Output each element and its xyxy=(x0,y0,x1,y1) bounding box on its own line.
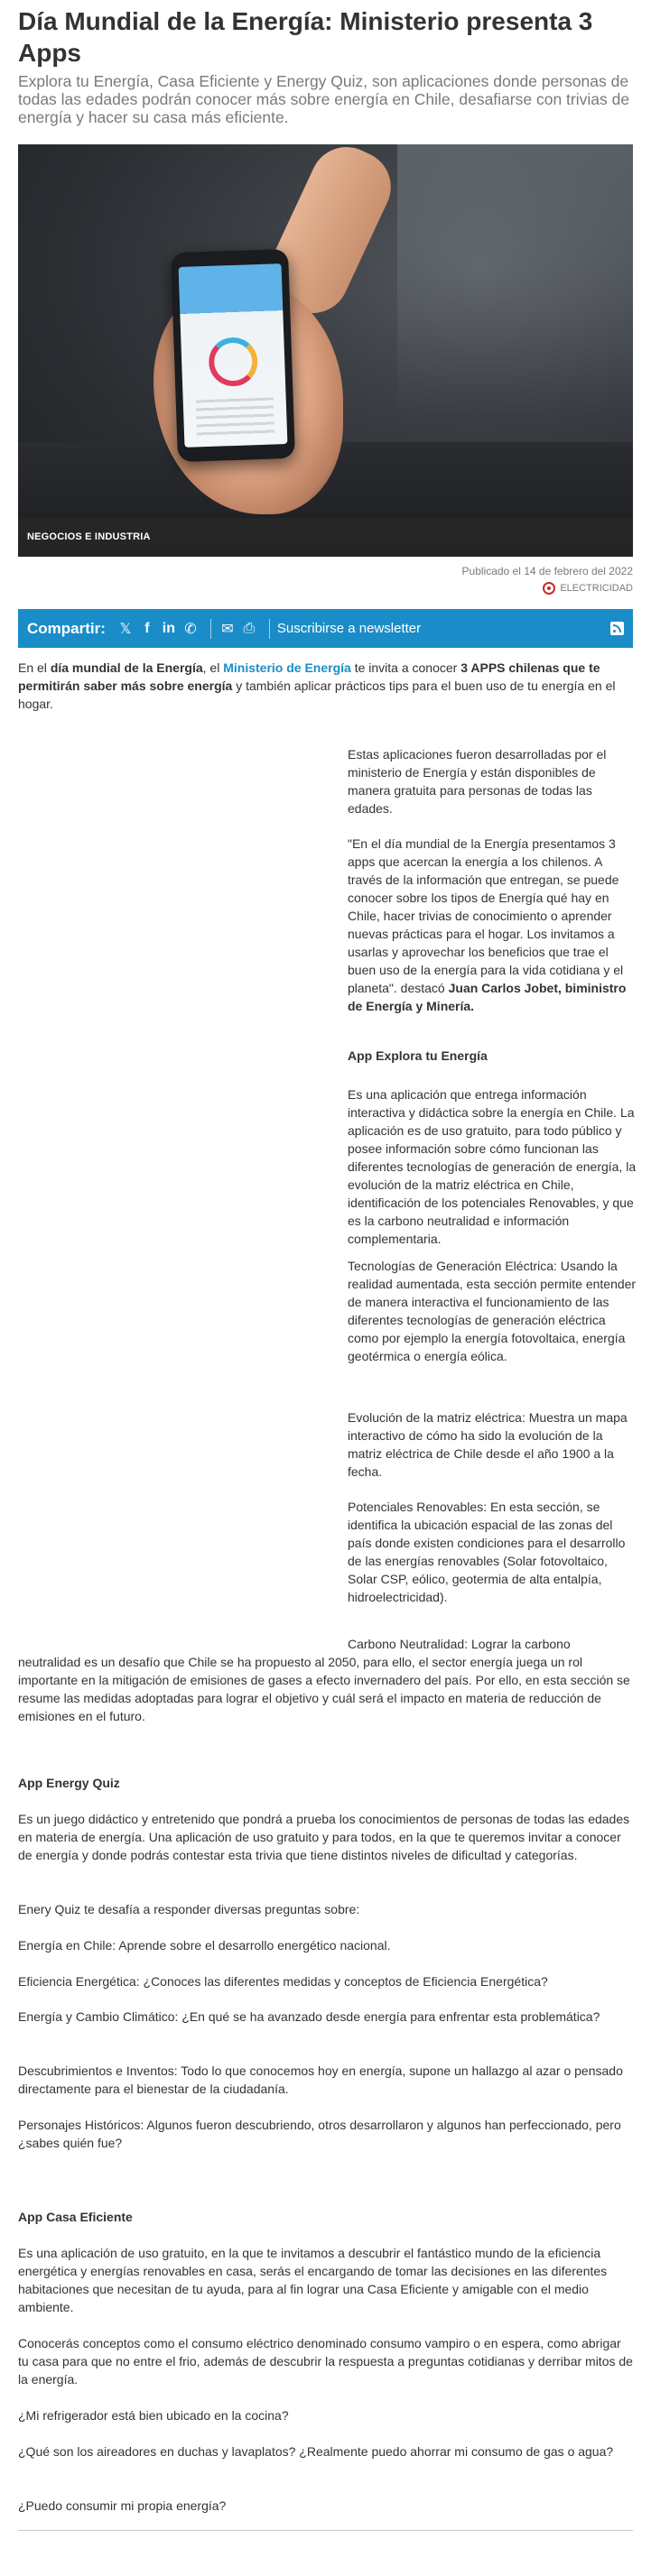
hero-category-caption[interactable]: NEGOCIOS E INDUSTRIA xyxy=(18,518,633,557)
evolucion-paragraph: Evolución de la matriz eléctrica: Muestra un mapa interactivo de cómo ha sido la evolución de la matriz eléctrica de Chile desde el año 1900 a la fecha. xyxy=(348,1410,628,1479)
intro-bold: día mundial de la Energía xyxy=(50,660,203,675)
intro-text: te invita a conocer xyxy=(350,660,461,675)
explora-description: Es una aplicación que entrega información interactiva y didáctica sobre la energía en Chile. La aplicación es de uso gratuito, para todo público y posee información sobre cómo funcionan las diferentes tecnologías de generación de energía, la evolución de la matriz eléctrica en Chile, identificación de los potenciales Renovables, y que es la carbono neutralidad e información complementaria. xyxy=(348,1087,637,1246)
share-label: Compartir: xyxy=(27,619,106,637)
publish-date: Publicado el 14 de febrero del 2022 xyxy=(461,565,633,577)
share-divider xyxy=(269,619,270,639)
intro-bold: 3 APPS chilenas que te permitirán saber más sobre energía xyxy=(18,660,600,693)
hero-background-light xyxy=(397,144,633,415)
quiz-paragraph: Eficiencia Energética: ¿Conoces las diferentes medidas y conceptos de Eficiencia Energética? xyxy=(18,1974,548,1989)
quiz-paragraph: Es un juego didáctico y entretenido que pondrá a prueba los conocimientos de personas de todas las edades en materia de energía. Una aplicación de uso gratuito y para todos, en la que te queremos invitar a conocer de energía y donde podrás contestar esta trivia que tiene distintos niveles de dificultad y categorías. xyxy=(18,1812,630,1862)
hero-image xyxy=(18,144,633,557)
quiz-paragraph: Personajes Históricos: Algunos fueron descubriendo, otros desarrollaron y algunos han perfeccionado, pero ¿sabes quién fue? xyxy=(18,2118,621,2150)
quiz-paragraph: Energía y Cambio Climático: ¿En qué se ha avanzado desde energía para enfrentar esta problemática? xyxy=(18,2009,600,2024)
rss-icon[interactable] xyxy=(610,622,624,635)
twitter-icon[interactable]: 𝕏 xyxy=(119,621,132,637)
carbono-paragraph: neutralidad es un desafío que Chile se ha propuesto al 2050, para ello, el sector energía juega un rol importante en la mitigación de emisiones de gases a efecto invernadero del país. Por ello, en esta sección se resume las medidas adoptadas para lograr el objetivo y cuál será el impacto en materia de reducción de emisiones en el futuro. xyxy=(18,1655,630,1723)
category-label: ELECTRICIDAD xyxy=(560,583,633,594)
quote-author: Juan Carlos Jobet, biministro de Energía y Minería. xyxy=(348,981,627,1013)
article-subtitle: Explora tu Energía, Casa Eficiente y Energy Quiz, son aplicaciones donde personas de todas las edades podrán conocer más sobre energía en Chile, desafiarse con trivias de energía y hacer su casa más eficiente. xyxy=(18,72,630,126)
quiz-paragraph: Energía en Chile: Aprende sobre el desarrollo energético nacional. xyxy=(18,1938,391,1953)
intro-paragraph xyxy=(18,659,633,713)
print-icon[interactable]: ⎙ xyxy=(243,620,256,636)
category-tag[interactable] xyxy=(543,582,633,595)
carbono-lead: Carbono Neutralidad: Lograr la carbono xyxy=(348,1637,571,1651)
quiz-paragraph: Enery Quiz te desafía a responder diversas preguntas sobre: xyxy=(18,1902,360,1916)
donut-chart-icon xyxy=(208,337,258,387)
minister-quote xyxy=(348,835,637,1015)
quiz-heading: App Energy Quiz xyxy=(18,1776,120,1790)
explora-heading: App Explora tu Energía xyxy=(348,1048,488,1063)
page-title: Día Mundial de la Energía: Ministerio presenta 3 Apps xyxy=(18,7,593,67)
phone-screen xyxy=(179,263,288,448)
footer-divider xyxy=(18,2530,633,2531)
intro-text: , el xyxy=(202,660,224,675)
casa-heading: App Casa Eficiente xyxy=(18,2210,133,2224)
casa-paragraph: Conocerás conceptos como el consumo eléctrico denominado consumo vampiro o en espera, como abrigar tu casa para que no entre el frio, además de descubrir la respuesta a preguntas cotidianas y derribar mitos de la energía. xyxy=(18,2336,633,2387)
casa-paragraph: ¿Puedo consumir mi propia energía? xyxy=(18,2498,227,2513)
column-paragraph: Estas aplicaciones fueron desarrolladas por el ministerio de Energía y están disponibles de manera gratuita para personas de todas las edades. xyxy=(348,747,607,816)
intro-text: En el xyxy=(18,660,51,675)
share-bar xyxy=(18,609,633,648)
tecnologias-paragraph: Tecnologías de Generación Eléctrica: Usando la realidad aumentada, esta sección permite entender de manera interactiva el funcionamiento de las diferentes tecnologías de generación eléctrica como por ejemplo la energía fotovoltaica, energía geotérmica o energía eólica. xyxy=(348,1259,637,1363)
linkedin-icon[interactable]: in xyxy=(162,620,176,636)
ministerio-link[interactable]: Ministerio de Energía xyxy=(223,660,351,675)
phone-list-graphic xyxy=(196,397,274,436)
share-divider xyxy=(210,619,211,639)
potenciales-paragraph: Potenciales Renovables: En esta sección, se identifica la ubicación espacial de las zonas del país donde existen condiciones para el desarrollo de las energías renovables (Solar fotovoltaico, Solar CSP, eólico, geotermia de alta entalpía, hidroelectricidad). xyxy=(348,1500,626,1604)
casa-paragraph: ¿Qué son los aireadores en duchas y lavaplatos? ¿Realmente puedo ahorrar mi consumo de gas o agua? xyxy=(18,2444,614,2459)
quiz-paragraph: Descubrimientos e Inventos: Todo lo que conocemos hoy en energía, supone un hallazgo al azar o pensado directamente para el bienestar de la ciudadanía. xyxy=(18,2064,623,2096)
intro-text: y también aplicar prácticos tips para el buen uso de tu energía en el hogar. xyxy=(18,679,616,711)
email-icon[interactable]: ✉ xyxy=(221,621,234,637)
facebook-icon[interactable]: f xyxy=(144,620,150,636)
whatsapp-icon[interactable]: ✆ xyxy=(184,621,197,637)
phone-app-photo xyxy=(171,249,295,462)
category-target-icon xyxy=(543,582,555,595)
quote-text: "En el día mundial de la Energía presentamos 3 apps que acercan la energía a los chilenos. A través de la información que entregan, se puede conocer sobre los tipos de Energía qué hay en Chile, hacer trivias de conocimiento o aprender nuevas prácticas para el hogar. Los invitamos a usarlas y aprovechar los beneficios que trae el buen uso de la energía para la vida cotidiana y el planeta". destacó xyxy=(348,836,624,995)
casa-paragraph: ¿Mi refrigerador está bien ubicado en la cocina? xyxy=(18,2408,289,2423)
newsletter-link[interactable]: Suscribirse a newsletter xyxy=(276,621,422,636)
casa-paragraph: Es una aplicación de uso gratuito, en la que te invitamos a descubrir el fantástico mundo de la eficiencia energética y energías renovables en casa, serás el encargando de tomar las decisiones en las diferentes habitaciones que necesitan de tu ayuda, para al fin lograr una Casa Eficiente y amigable con el medio ambiente. xyxy=(18,2246,608,2314)
